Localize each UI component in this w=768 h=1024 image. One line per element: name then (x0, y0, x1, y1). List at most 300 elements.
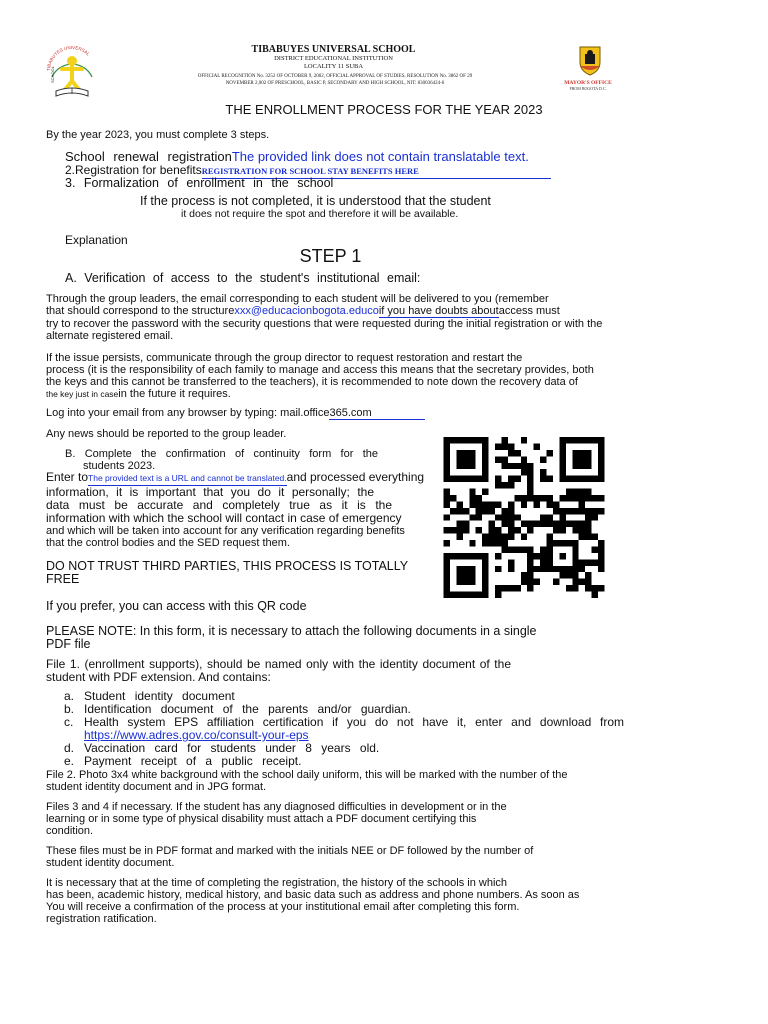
qr-module (463, 456, 469, 462)
qr-module (572, 566, 578, 572)
files34-line3: condition. (46, 825, 94, 837)
pdf-format-line1: These files must be in PDF format and marked with the initials NEE or DF followed by the number of (46, 845, 534, 857)
para2-line4b: in the future it requires. (118, 388, 231, 400)
qr-module (579, 534, 585, 540)
qr-module (547, 540, 553, 546)
qr-module (456, 579, 462, 585)
login-line (46, 407, 425, 420)
login-link[interactable]: 365.com (329, 407, 425, 420)
qr-module (566, 495, 572, 501)
logo-side-text: SCHOOL (50, 66, 55, 83)
qr-module (444, 553, 450, 559)
qr-module (566, 585, 572, 591)
trust-line1: DO NOT TRUST THIRD PARTIES, THIS PROCESS IS TOTALLY (46, 559, 409, 573)
qr-module (514, 450, 520, 456)
qr-module (540, 476, 546, 482)
adres-eps-link[interactable]: https://www.adres.gov.co/consult-your-eps (84, 728, 309, 742)
qr-module (482, 585, 488, 591)
qr-module (572, 546, 578, 552)
file1-line1: File 1. (enrollment supports), should be named only with the identity document of the (46, 657, 511, 671)
qr-module (598, 469, 604, 475)
qr-module (456, 476, 462, 482)
qr-module (598, 566, 604, 572)
institution-line: DISTRICT EDUCATIONAL INSTITUTION (274, 55, 393, 62)
enter-line6: that the control bodies and the SED request them. (46, 537, 290, 549)
qr-module (598, 476, 604, 482)
qr-module (495, 592, 501, 598)
qr-module (463, 521, 469, 527)
mayor-office-sub: FROM BOGOTA D.C. (569, 86, 607, 91)
qr-module (559, 469, 565, 475)
qr-module (495, 482, 501, 488)
qr-module (450, 437, 456, 443)
qr-module (482, 592, 488, 598)
steps-item-1 (65, 150, 529, 164)
qr-module (598, 450, 604, 456)
intro-text: By the year 2023, you must complete 3 steps. (46, 129, 270, 141)
qr-module (572, 553, 578, 559)
qr-module (553, 508, 559, 514)
qr-module (553, 527, 559, 533)
qr-module (495, 456, 501, 462)
qr-module (534, 521, 540, 527)
qr-module (572, 450, 578, 456)
qr-module (508, 450, 514, 456)
qr-module (592, 546, 598, 552)
qr-module (482, 469, 488, 475)
qr-module (482, 476, 488, 482)
qr-module (598, 443, 604, 449)
qr-module (463, 476, 469, 482)
file2-line1: File 2. Photo 3x4 white background with the school daily uniform, this will be marked with the number of the (46, 769, 568, 781)
qr-module (501, 546, 507, 552)
list-text: Health system EPS affiliation certification if you do not have it, enter and download from (84, 715, 624, 729)
qr-module (514, 527, 520, 533)
locality-line: LOCALITY 11 SUBA (303, 63, 364, 70)
pdf-format-line2: student identity document. (46, 857, 175, 869)
qr-module (585, 559, 591, 565)
qr-module (456, 508, 462, 514)
qr-module (598, 437, 604, 443)
files34-line1: Files 3 and 4 if necessary. If the student has any diagnosed difficulties in development or in the (46, 801, 507, 813)
qr-module (579, 437, 585, 443)
qr-module (540, 495, 546, 501)
qr-module (469, 566, 475, 572)
qr-module (489, 501, 495, 507)
step1-link[interactable]: The provided link does not contain translatable text. (231, 149, 529, 164)
qr-module (553, 566, 559, 572)
qr-module (547, 553, 553, 559)
qr-module (579, 456, 585, 462)
qr-module (547, 501, 553, 507)
qr-module (579, 579, 585, 585)
history-line1: It is necessary that at the time of completing the registration, the history of the schools in which (46, 877, 508, 889)
qr-module (521, 534, 527, 540)
qr-module (540, 469, 546, 475)
qr-module (527, 476, 533, 482)
qr-module (547, 476, 553, 482)
qr-module (476, 553, 482, 559)
qr-module (482, 450, 488, 456)
qr-module (482, 463, 488, 469)
qr-module (553, 501, 559, 507)
qr-module (585, 495, 591, 501)
qr-module (508, 521, 514, 527)
qr-module (572, 527, 578, 533)
qr-module (547, 495, 553, 501)
qr-module (501, 521, 507, 527)
qr-module (579, 527, 585, 533)
qr-module (501, 534, 507, 540)
qr-module (559, 540, 565, 546)
list-letter: c. (64, 715, 74, 729)
file2-line2: student identity document and in JPG format. (46, 781, 267, 793)
para1-line2a: that should correspond to the structure (46, 305, 235, 317)
qr-module (592, 592, 598, 598)
qr-module (559, 508, 565, 514)
qr-module (572, 579, 578, 585)
qr-module (444, 592, 450, 598)
qr-module (553, 540, 559, 546)
qr-module (495, 534, 501, 540)
qr-module (566, 508, 572, 514)
qr-module (527, 495, 533, 501)
qr-module (508, 443, 514, 449)
qr-module (514, 514, 520, 520)
qr-module (463, 437, 469, 443)
trust-warning (46, 560, 408, 586)
qr-module (469, 572, 475, 578)
list-letter: e. (64, 754, 75, 768)
para1-line3: try to recover the password with the security questions that were requested during the initial registration or with the (46, 318, 603, 330)
qr-module (482, 566, 488, 572)
step2-link[interactable]: REGISTRATION FOR SCHOOL STAY BENEFITS HERE (202, 164, 551, 179)
section-b-line1: B. Complete the confirmation of continuity form for the (65, 448, 378, 460)
qr-module (592, 514, 598, 520)
qr-module (592, 559, 598, 565)
qr-module (508, 501, 514, 507)
qr-module (450, 553, 456, 559)
qr-module (501, 508, 507, 514)
qr-module (585, 585, 591, 591)
qr-module (527, 553, 533, 559)
qr-module (572, 489, 578, 495)
qr-module (579, 463, 585, 469)
qr-module (501, 514, 507, 520)
history-line4: registration ratification. (46, 913, 157, 925)
qr-module (463, 527, 469, 533)
qr-module (547, 521, 553, 527)
qr-module (444, 527, 450, 533)
qr-module (521, 579, 527, 585)
qr-module (469, 489, 475, 495)
qr-module (559, 553, 565, 559)
qr-module (444, 559, 450, 565)
qr-module (527, 546, 533, 552)
enter-line2: information, it is important that you do it personally; the (46, 485, 374, 499)
qr-module (572, 585, 578, 591)
qr-module (482, 534, 488, 540)
qr-module (559, 495, 565, 501)
qr-module (527, 527, 533, 533)
qr-module (495, 527, 501, 533)
qr-module (469, 476, 475, 482)
qr-module (456, 521, 462, 527)
qr-module (456, 450, 462, 456)
para1-line1: Through the group leaders, the email corresponding to each student will be delivered to you (remember (46, 293, 549, 305)
qr-module (456, 463, 462, 469)
qr-module (450, 508, 456, 514)
list-text: Vaccination card for students under 8 years old. (84, 741, 380, 755)
qr-access-text: If you prefer, you can access with this QR code (46, 599, 307, 613)
qr-module (579, 508, 585, 514)
enter-prefix: Enter to (46, 470, 89, 484)
qr-module (572, 476, 578, 482)
para1-line4: alternate registered email. (46, 330, 174, 342)
school-logo-icon (44, 41, 100, 103)
qr-module (514, 546, 520, 552)
para-email-delivery (46, 293, 626, 342)
qr-module (444, 450, 450, 456)
qr-module (598, 495, 604, 501)
recognition-line-1: OFFICIAL RECOGNITION No. 3252 OF OCTOBER 9, 2002, OFFICIAL APPROVAL OF STUDIES, RESOLUTION No. 3862 OF 29 (197, 74, 473, 79)
qr-module (508, 463, 514, 469)
enter-line5: and which will be taken into account for any verification regarding benefits (46, 525, 405, 537)
qr-module (585, 450, 591, 456)
qr-module (579, 476, 585, 482)
institutional-email-example[interactable]: xxx@educacionbogota.educo (234, 305, 379, 317)
qr-module (444, 501, 450, 507)
qr-module (508, 508, 514, 514)
qr-module (592, 437, 598, 443)
qr-module (527, 572, 533, 578)
steps-item-3 (65, 176, 333, 190)
qr-module (547, 559, 553, 565)
qr-module (508, 476, 514, 482)
file2-description (46, 769, 636, 793)
list-letter: d. (64, 741, 75, 755)
qr-module (540, 546, 546, 552)
qr-module (521, 501, 527, 507)
qr-module (469, 450, 475, 456)
qr-module (592, 476, 598, 482)
qr-module (521, 456, 527, 462)
qr-module (521, 463, 527, 469)
qr-module (501, 456, 507, 462)
qr-module (508, 585, 514, 591)
explanation-label: Explanation (65, 233, 128, 247)
qr-module (444, 566, 450, 572)
qr-module (469, 501, 475, 507)
qr-module (482, 559, 488, 565)
qr-module (566, 437, 572, 443)
qr-module (450, 495, 456, 501)
qr-module (514, 585, 520, 591)
section-b-heading (65, 448, 378, 472)
qr-module (592, 534, 598, 540)
qr-module (482, 437, 488, 443)
qr-module (495, 443, 501, 449)
file1-description (46, 658, 511, 684)
logo-arc-text: TIBABUYES UNIVERSAL (45, 44, 91, 72)
qr-module (527, 469, 533, 475)
qr-module (592, 495, 598, 501)
qr-module (489, 527, 495, 533)
qr-module (444, 572, 450, 578)
history-line2: has been, academic history, medical history, and basic data such as address and phone numbers. As soon as (46, 889, 580, 901)
file1-line2: student with PDF extension. And contains: (46, 670, 271, 684)
qr-module (585, 437, 591, 443)
qr-code-icon[interactable] (443, 437, 605, 598)
qr-module (579, 566, 585, 572)
qr-module (482, 443, 488, 449)
qr-module (501, 585, 507, 591)
qr-module (476, 476, 482, 482)
qr-module (476, 495, 482, 501)
qr-module (521, 469, 527, 475)
history-note (46, 877, 636, 925)
qr-module (566, 566, 572, 572)
qr-module (495, 540, 501, 546)
qr-module (559, 463, 565, 469)
recognition-line-2: NOVEMBER 2,002 OF PRESCHOOL, BASIC P, SECONDARY AND HIGH SCHOOL, NIT: 830036424-6 (225, 81, 445, 86)
qr-module (444, 579, 450, 585)
qr-module (521, 546, 527, 552)
qr-module (579, 489, 585, 495)
qr-module (585, 527, 591, 533)
qr-module (598, 540, 604, 546)
qr-module (482, 508, 488, 514)
qr-module (489, 521, 495, 527)
qr-module (572, 559, 578, 565)
qr-module (476, 592, 482, 598)
qr-module (482, 553, 488, 559)
qr-module (585, 463, 591, 469)
qr-module (585, 456, 591, 462)
qr-module (527, 521, 533, 527)
qr-module (444, 585, 450, 591)
files34-description (46, 801, 636, 837)
qr-module (469, 463, 475, 469)
qr-module (469, 437, 475, 443)
qr-module (521, 572, 527, 578)
qr-module (456, 553, 462, 559)
qr-module (559, 566, 565, 572)
qr-module (450, 476, 456, 482)
qr-module (514, 495, 520, 501)
list-letter: b. (64, 702, 75, 716)
qr-module (444, 443, 450, 449)
form-link[interactable]: The provided text is a URL and cannot be translated. (88, 472, 287, 486)
qr-module (540, 521, 546, 527)
qr-module (566, 521, 572, 527)
qr-module (482, 572, 488, 578)
qr-module (598, 553, 604, 559)
step3-label: Formalization of enrollment in the school (83, 176, 334, 190)
qr-module (508, 546, 514, 552)
qr-module (489, 508, 495, 514)
para1-line2c: access must (498, 305, 560, 317)
qr-module (540, 566, 546, 572)
qr-module (547, 450, 553, 456)
qr-module (559, 456, 565, 462)
login-text: Log into your email from any browser by typing: mail.office (46, 407, 330, 419)
list-text: Identification document of the parents and/or guardian. (84, 702, 411, 716)
qr-module (527, 559, 533, 565)
qr-module (456, 456, 462, 462)
qr-module (495, 514, 501, 520)
mayor-office-title: MAYOR'S OFFICE (564, 80, 612, 86)
files34-line2: learning or in some type of physical disability must attach a PDF document certifying this (46, 813, 477, 825)
qr-module (585, 489, 591, 495)
qr-module (566, 540, 572, 546)
warning-line-1: If the process is not completed, it is understood that the student (140, 194, 491, 208)
qr-module (489, 540, 495, 546)
list-letter: a. (64, 689, 75, 703)
qr-module (508, 566, 514, 572)
qr-module (444, 437, 450, 443)
qr-module (444, 463, 450, 469)
qr-module (534, 566, 540, 572)
qr-module (572, 521, 578, 527)
qr-module (521, 437, 527, 443)
qr-module (456, 572, 462, 578)
qr-module (540, 514, 546, 520)
note-line2: PDF file (46, 637, 91, 651)
section-b-line2: students 2023. (83, 460, 156, 472)
enter-block (46, 471, 446, 549)
step3-number: 3. (65, 176, 76, 190)
qr-module (482, 501, 488, 507)
qr-module (540, 559, 546, 565)
list-text: Student identity document (84, 689, 235, 703)
qr-module (476, 508, 482, 514)
qr-module (559, 514, 565, 520)
qr-module (501, 437, 507, 443)
qr-module (450, 527, 456, 533)
qr-module (598, 456, 604, 462)
qr-module (508, 527, 514, 533)
qr-module (559, 521, 565, 527)
step2-label: Registration for benefits (75, 163, 202, 177)
qr-module (598, 559, 604, 565)
para2-line3: the keys and this cannot be transferred to the teachers), it is recommended to note down the recovery data of (46, 376, 578, 388)
trust-line2: FREE (46, 572, 80, 586)
para-issue-persists (46, 352, 626, 400)
qr-module (469, 579, 475, 585)
qr-module (572, 540, 578, 546)
qr-module (572, 495, 578, 501)
qr-module (495, 476, 501, 482)
qr-module (456, 566, 462, 572)
qr-module (456, 592, 462, 598)
qr-module (463, 450, 469, 456)
qr-module (508, 482, 514, 488)
qr-module (527, 489, 533, 495)
qr-module (527, 566, 533, 572)
qr-module (444, 456, 450, 462)
pdf-format-note (46, 845, 636, 869)
qr-module (463, 566, 469, 572)
qr-module (598, 546, 604, 552)
qr-module (482, 456, 488, 462)
list-text: Payment receipt of a public receipt. (84, 754, 302, 768)
qr-module (495, 585, 501, 591)
qr-module (547, 566, 553, 572)
qr-module (521, 521, 527, 527)
qr-module (514, 463, 520, 469)
qr-module (534, 501, 540, 507)
